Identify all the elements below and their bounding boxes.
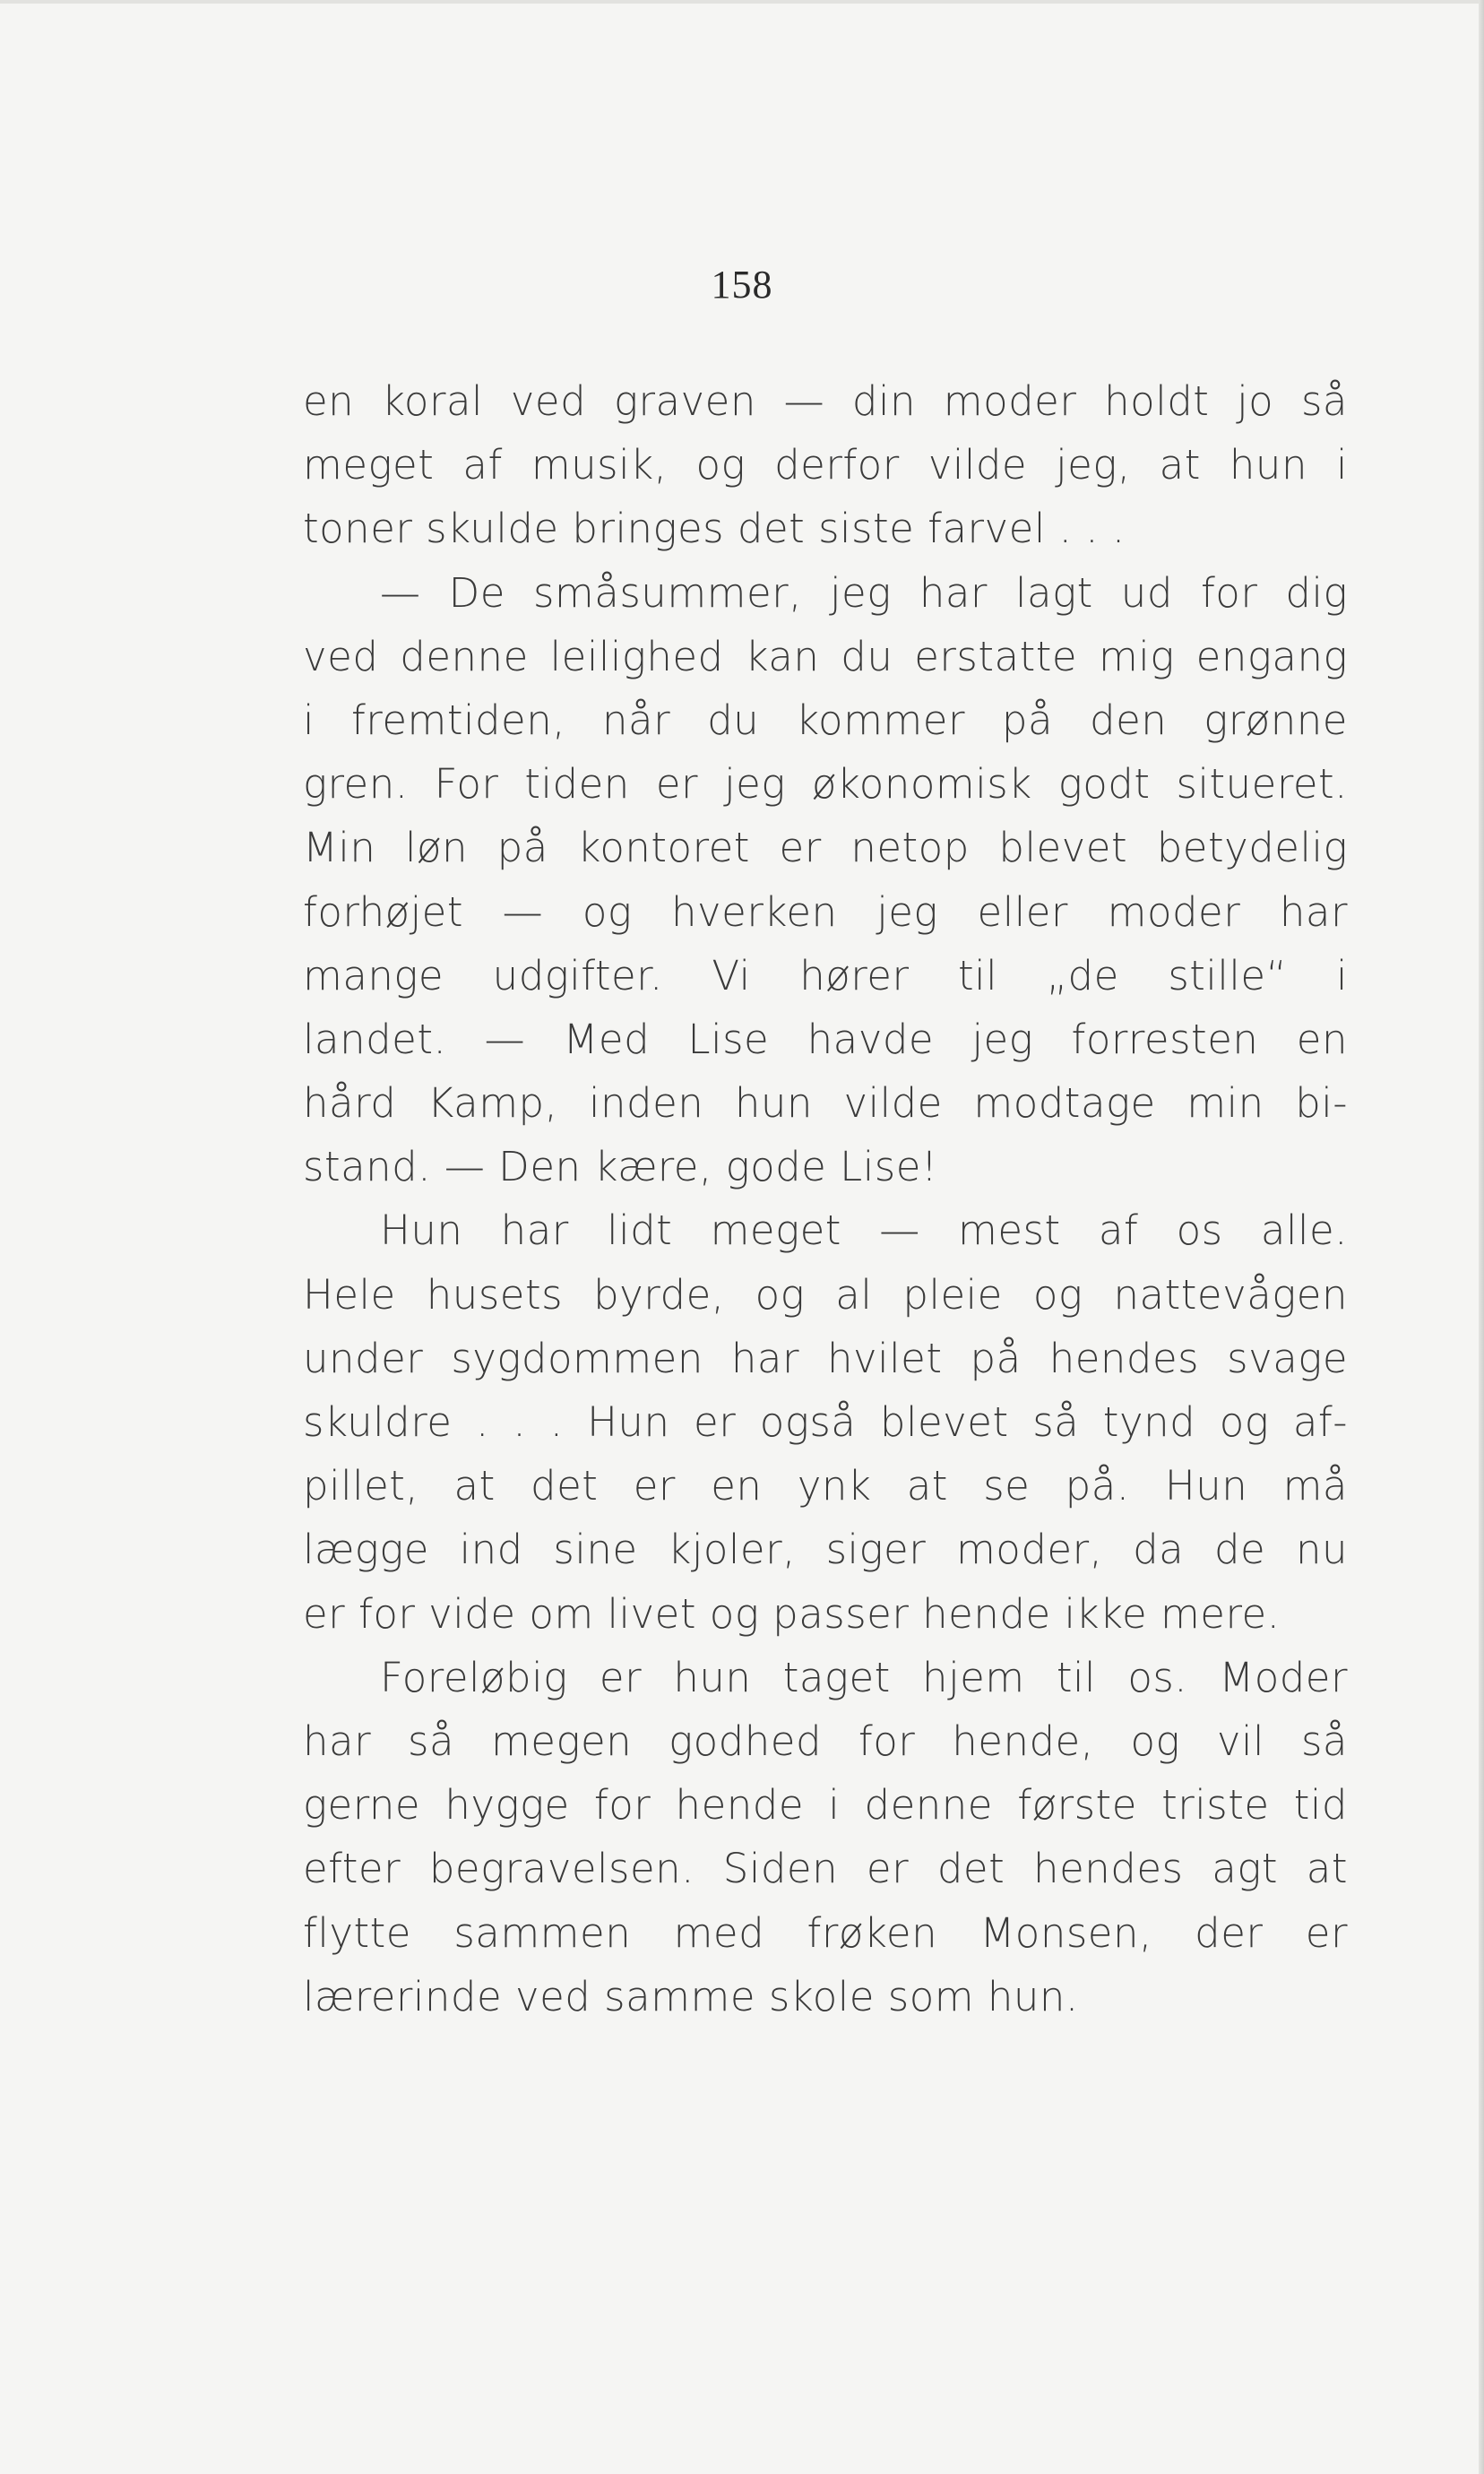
text-line: hård Kamp, inden hun vilde modtage min bi- (303, 1079, 1348, 1128)
body-text (303, 369, 1348, 2029)
text-line: Min løn på kontoret er netop blevet betydelig (303, 824, 1348, 872)
page-top-edge (0, 0, 1484, 4)
text-line: efter begravelsen. Siden er det hendes agt at (303, 1845, 1348, 1893)
text-line: Hun har lidt meget — mest af os alle. (380, 1207, 1348, 1255)
text-line: Foreløbig er hun taget hjem til os. Moder (380, 1653, 1348, 1701)
text-line: lærerinde ved samme skole som hun. (303, 1972, 1079, 2020)
text-line: pillet, at det er en ynk at se på. Hun må (303, 1462, 1348, 1510)
text-line: en koral ved graven — din moder holdt jo så (303, 377, 1348, 425)
text-line: i fremtiden, når du kommer på den grønne (303, 696, 1348, 744)
text-line: landet. — Med Lise havde jeg forresten en (303, 1015, 1348, 1063)
text-line: ved denne leilighed kan du erstatte mig engang (303, 632, 1348, 680)
text-line: toner skulde bringes det siste farvel . . . (303, 505, 1126, 553)
text-line: gerne hygge for hende i denne første triste tid (303, 1781, 1348, 1830)
page-right-edge (1479, 0, 1484, 2474)
text-line: stand. — Den kære, gode Lise! (303, 1143, 938, 1191)
text-line: — De småsummer, jeg har lagt ud for dig (380, 568, 1348, 617)
text-line: lægge ind sine kjoler, siger moder, da de nu (303, 1526, 1348, 1574)
text-line: gren. For tiden er jeg økonomisk godt situeret. (303, 760, 1348, 809)
text-line: under sygdommen har hvilet på hendes svage (303, 1334, 1348, 1382)
text-line: har så megen godhed for hende, og vil så (303, 1717, 1348, 1765)
text-line: Hele husets byrde, og al pleie og nattevågen (303, 1270, 1348, 1319)
text-line: er for vide om livet og passer hende ikke mere. (303, 1589, 1281, 1638)
text-line: skuldre . . . Hun er også blevet så tynd og af- (303, 1398, 1348, 1446)
text-line: mange udgifter. Vi hører til „de stille“ i (303, 951, 1348, 999)
text-line: flytte sammen med frøken Monsen, der er (303, 1908, 1348, 1957)
text-line: forhøjet — og hverken jeg eller moder har (303, 887, 1348, 936)
text-line: meget af musik, og derfor vilde jeg, at hun i (303, 441, 1348, 489)
page-number: 158 (711, 263, 773, 307)
